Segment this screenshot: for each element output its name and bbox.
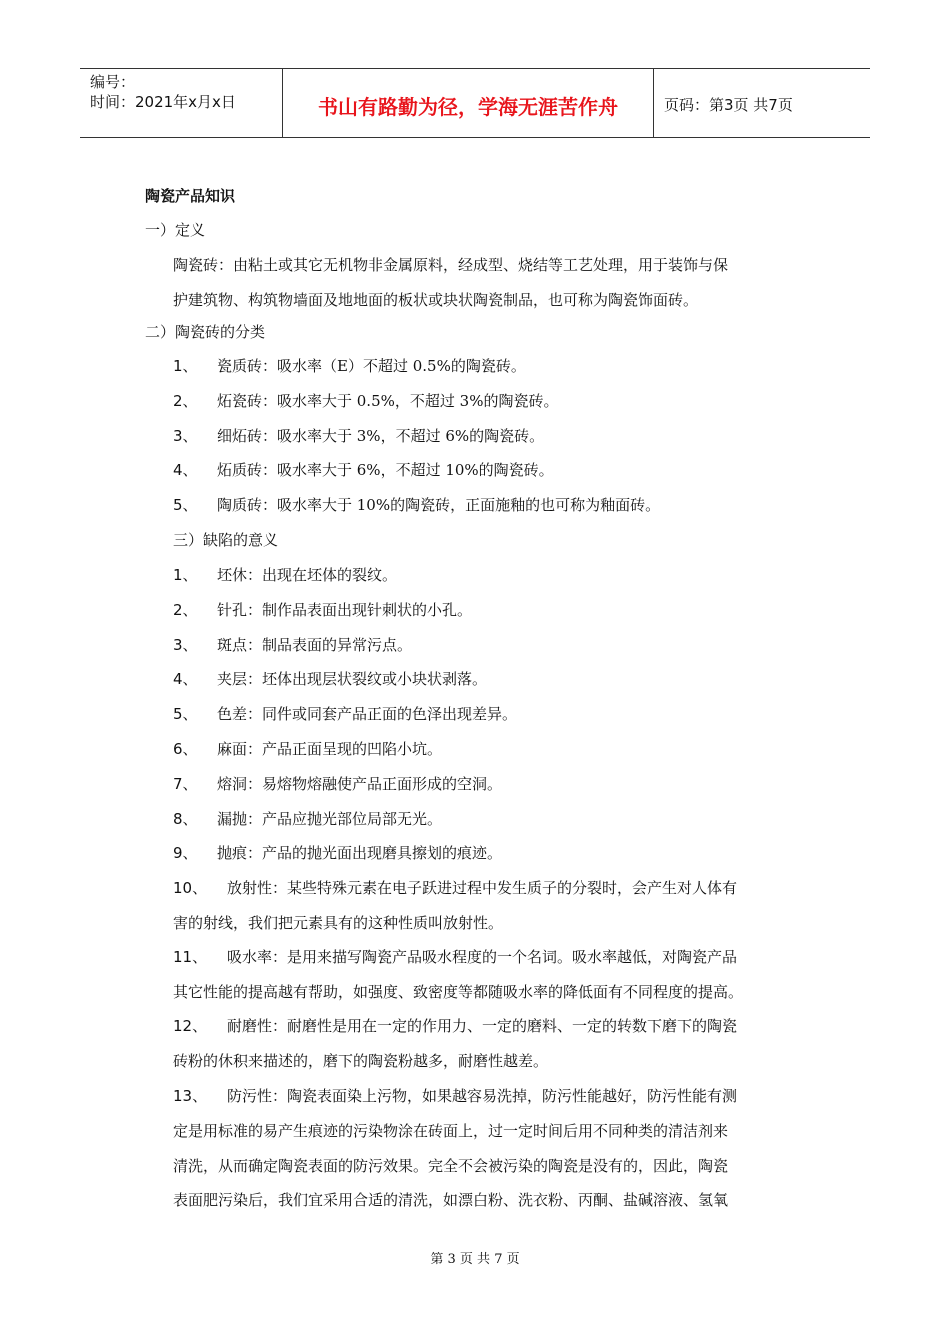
header-page-cell [654, 69, 870, 137]
list-item: 斑点：制品表面的异常污点。 [217, 636, 413, 654]
list-item-number: 5、 [173, 496, 198, 514]
list-item: 炻瓷砖：吸水率大于 0.5%，不超过 3%的陶瓷砖。 [217, 392, 559, 410]
list-item: 漏抛：产品应抛光部位局部无光。 [217, 810, 443, 828]
page-header [80, 68, 870, 138]
wear-line-2: 砖粉的休积来描述的，磨下的陶瓷粉越多，耐磨性越差。 [173, 1052, 549, 1070]
section-heading-classification: 二）陶瓷砖的分类 [145, 323, 266, 341]
list-item: 瓷质砖：吸水率（E）不超过 0.5%的陶瓷砖。 [217, 357, 526, 375]
document-title: 陶瓷产品知识 [145, 187, 236, 205]
section-heading-definition: 一）定义 [145, 221, 206, 239]
definition-line-1: 陶瓷砖：由粘土或其它无机物非金属原料，经成型、烧结等工艺处理，用于装饰与保 [173, 256, 729, 274]
list-item-number: 9、 [173, 844, 198, 862]
list-item: 熔洞：易熔物熔融使产品正面形成的空洞。 [217, 775, 503, 793]
list-item-number: 6、 [173, 740, 198, 758]
list-item: 细炻砖：吸水率大于 3%，不超过 6%的陶瓷砖。 [217, 427, 545, 445]
radioactivity-line-2: 害的射线，我们把元素具有的这种性质叫放射性。 [173, 914, 504, 932]
paragraph-number: 10、 [173, 879, 208, 897]
motto-text: 书山有路勤为径，学海无涯苦作舟 [318, 95, 618, 119]
list-item-number: 8、 [173, 810, 198, 828]
list-item-number: 1、 [173, 566, 198, 584]
absorption-line-1: 吸水率：是用来描写陶瓷产品吸水程度的一个名词。吸水率越低，对陶瓷产品 [227, 948, 738, 966]
list-item-number: 7、 [173, 775, 198, 793]
list-item: 炻质砖：吸水率大于 6%，不超过 10%的陶瓷砖。 [217, 461, 554, 479]
page-footer: 第 3 页 共 7 页 [430, 1252, 520, 1267]
stain-line-4: 表面肥污染后，我们宜采用合适的清洗，如漂白粉、洗衣粉、丙酮、盐碱溶液、氢氧 [173, 1191, 729, 1209]
list-item-number: 3、 [173, 427, 198, 445]
stain-line-2: 定是用标准的易产生痕迹的污染物涂在砖面上，过一定时间后用不同种类的清洁剂来 [173, 1122, 729, 1140]
list-item: 陶质砖：吸水率大于 10%的陶瓷砖，正面施釉的也可称为釉面砖。 [217, 496, 661, 514]
page-info: 页码：第3页 共7页 [664, 96, 793, 114]
list-item: 针孔：制作品表面出现针刺状的小孔。 [217, 601, 473, 619]
definition-line-2: 护建筑物、构筑物墙面及地地面的板状或块状陶瓷制品，也可称为陶瓷饰面砖。 [173, 291, 699, 309]
radioactivity-line-1: 放射性：某些特殊元素在电子跃进过程中发生质子的分裂时，会产生对人体有 [227, 879, 738, 897]
paragraph-number: 11、 [173, 948, 208, 966]
header-motto-cell [283, 69, 654, 137]
paragraph-number: 13、 [173, 1087, 208, 1105]
list-item-number: 2、 [173, 392, 198, 410]
list-item: 色差：同件或同套产品正面的色泽出现差异。 [217, 705, 518, 723]
section-heading-defects: 三）缺陷的意义 [173, 531, 279, 549]
list-item: 抛痕：产品的抛光面出现磨具擦划的痕迹。 [217, 844, 503, 862]
wear-line-1: 耐磨性：耐磨性是用在一定的作用力、一定的磨料、一定的转数下磨下的陶瓷 [227, 1017, 738, 1035]
list-item-number: 3、 [173, 636, 198, 654]
list-item: 夹层：坯体出现层状裂纹或小块状剥落。 [217, 670, 488, 688]
absorption-line-2: 其它性能的提高越有帮助，如强度、致密度等都随吸水率的降低面有不同程度的提高。 [173, 983, 744, 1001]
list-item-number: 2、 [173, 601, 198, 619]
list-item: 坯休：出现在坯体的裂纹。 [217, 566, 398, 584]
list-item: 麻面：产品正面呈现的凹陷小坑。 [217, 740, 443, 758]
paragraph-number: 12、 [173, 1017, 208, 1035]
stain-line-3: 清洗，从而确定陶瓷表面的防污效果。完全不会被污染的陶瓷是没有的，因此，陶瓷 [173, 1157, 729, 1175]
header-meta-cell [80, 69, 283, 137]
time-label: 时间：2021年x月x日 [90, 93, 236, 111]
serial-label: 编号： [90, 73, 136, 91]
list-item-number: 1、 [173, 357, 198, 375]
list-item-number: 5、 [173, 705, 198, 723]
list-item-number: 4、 [173, 670, 198, 688]
stain-line-1: 防污性：陶瓷表面染上污物，如果越容易洗掉，防污性能越好，防污性能有测 [227, 1087, 738, 1105]
list-item-number: 4、 [173, 461, 198, 479]
